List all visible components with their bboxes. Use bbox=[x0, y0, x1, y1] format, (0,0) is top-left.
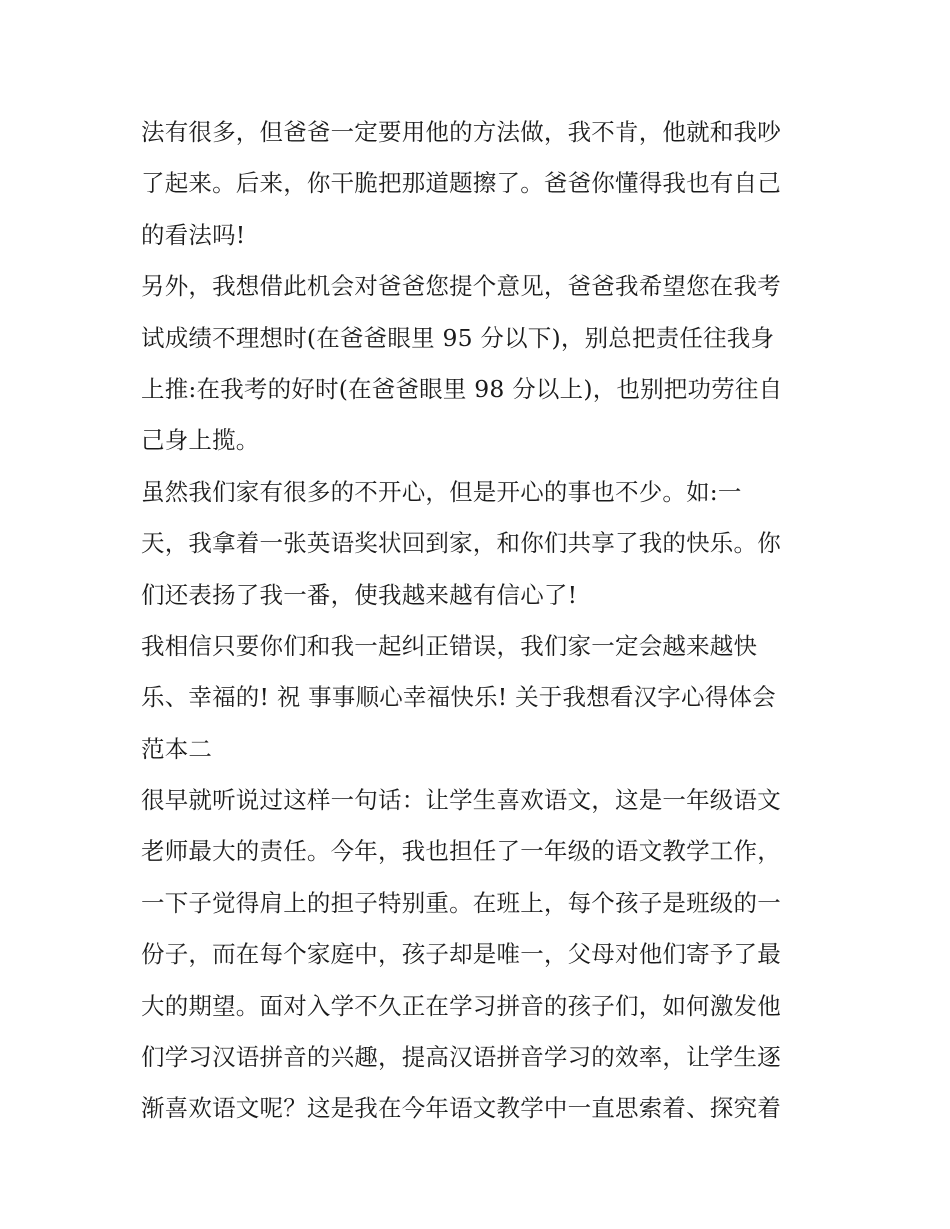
text-line: 老师最大的责任。今年，我也担任了一年级的语文教学工作， bbox=[141, 837, 781, 866]
text-line: 上推:在我考的好时(在爸爸眼里 98 分以上)，也别把功劳往自 bbox=[141, 374, 783, 403]
text-line: 一下子觉得肩上的担子特别重。在班上，每个孩子是班级的一 bbox=[141, 888, 781, 917]
text-line: 了起来。后来，你干脆把那道题擦了。爸爸你懂得我也有自己 bbox=[141, 169, 781, 198]
document-body bbox=[141, 107, 821, 1135]
text-line: 虽然我们家有很多的不开心，但是开心的事也不少。如:一 bbox=[141, 477, 742, 506]
text-line: 另外，我想借此机会对爸爸您提个意见，爸爸我希望您在我考 bbox=[141, 272, 781, 301]
text-line: 渐喜欢语文呢？这是我在今年语文教学中一直思索着、探究着 bbox=[141, 1094, 781, 1123]
text-line: 们还表扬了我一番，使我越来越有信心了! bbox=[141, 580, 578, 609]
text-line: 试成绩不理想时(在爸爸眼里 95 分以下)，别总把责任往我身 bbox=[141, 323, 775, 352]
text-line: 的看法吗! bbox=[141, 220, 246, 249]
text-line: 乐、幸福的! 祝 事事顺心幸福快乐! 关于我想看汉字心得体会 bbox=[141, 683, 776, 712]
text-line: 法有很多，但爸爸一定要用他的方法做，我不肯，他就和我吵 bbox=[141, 118, 781, 146]
text-line: 份子，而在每个家庭中，孩子却是唯一，父母对他们寄予了最 bbox=[141, 940, 781, 969]
text-line: 们学习汉语拼音的兴趣，提高汉语拼音学习的效率，让学生逐 bbox=[141, 1043, 781, 1072]
text-line: 很早就听说过这样一句话：让学生喜欢语文，这是一年级语文 bbox=[141, 786, 781, 815]
text-line: 己身上揽。 bbox=[141, 426, 260, 455]
section-heading: 范本二 bbox=[141, 734, 213, 763]
text-line: 大的期望。面对入学不久正在学习拼音的孩子们，如何激发他 bbox=[141, 991, 781, 1020]
text-line: 我相信只要你们和我一起纠正错误，我们家一定会越来越快 bbox=[141, 631, 758, 660]
text-line: 天，我拿着一张英语奖状回到家，和你们共享了我的快乐。你 bbox=[141, 529, 781, 558]
